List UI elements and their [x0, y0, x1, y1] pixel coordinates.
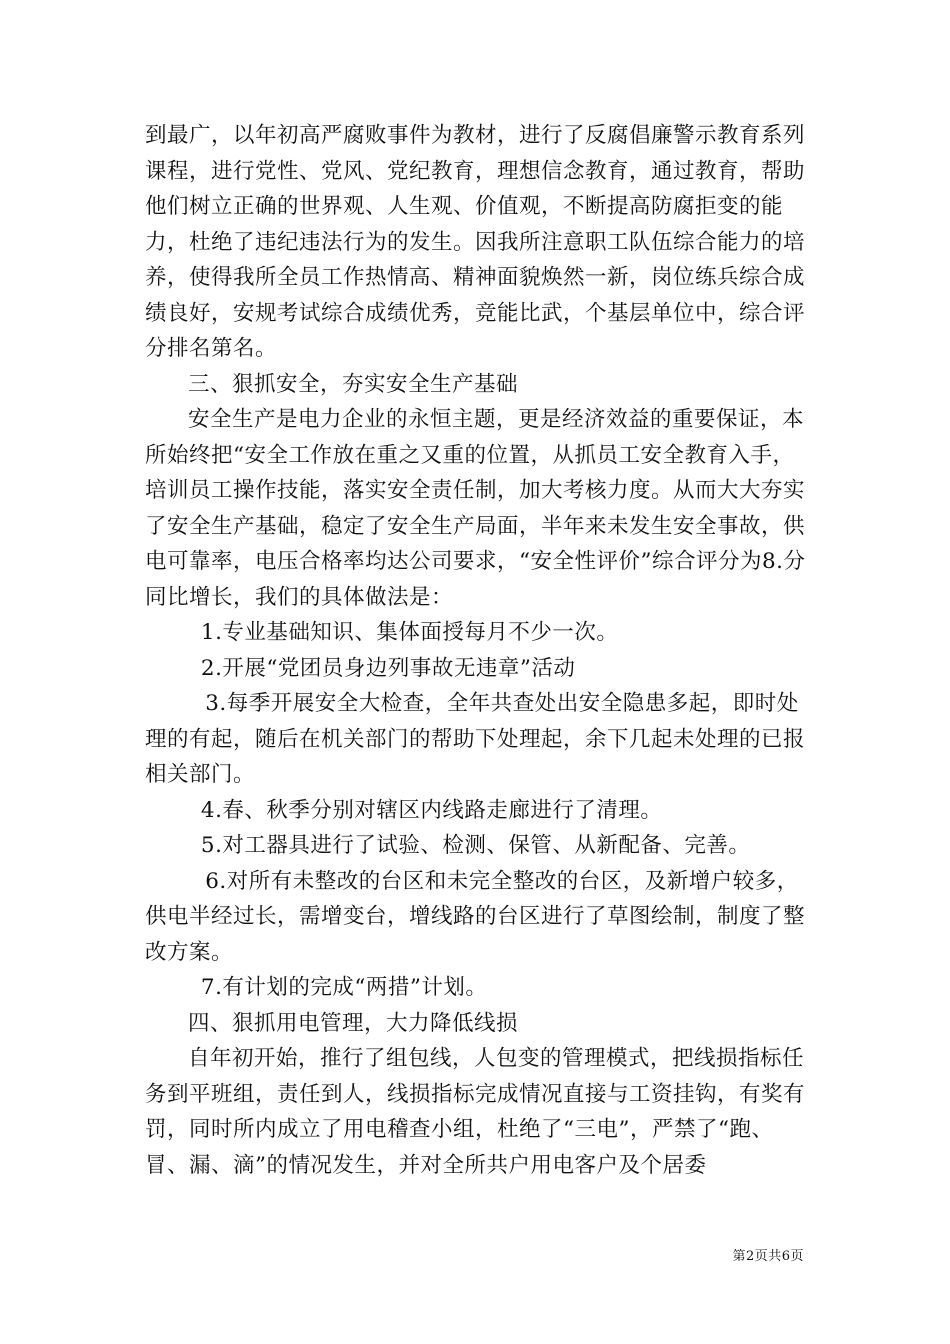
list-item-7: 7.有计划的完成“两措”计划。: [200, 975, 488, 1000]
paragraph-safety-intro: 安全生产是电力企业的永恒主题，更是经济效益的重要保证，本所始终把“安全工作放在重之又重的位置，从抓员工安全教育入手，培训员工操作技能，落实安全责任制，加大考核力度。从而大大夯实了安全生产基础，稳定了安全生产局面，半年来未发生安全事故，供电可靠率，电压合格率均达公司要求，“安全性评价”综合评分为8.分同比增长，我们的具体做法是：: [145, 407, 806, 610]
section-heading-4: 四、狠抓用电管理，大力降低线损: [188, 1010, 519, 1036]
list-item-3: 3.每季开展安全大检查，全年共查处出安全隐患多起，即时处理的有起，随后在机关部门的帮助下处理起，余下几起未处理的已报相关部门。: [145, 691, 806, 787]
paragraph-continuation: 到最广，以年初高严腐败事件为教材，进行了反腐倡廉警示教育系列课程，进行党性、党风、党纪教育，理想信念教育，通过教育，帮助他们树立正确的世界观、人生观、价值观，不断提高防腐拒变的能力，杜绝了违纪违法行为的发生。因我所注意职工队伍综合能力的培养，使得我所全员工作热情高、精神面貌焕然一新，岗位练兵综合成绩良好，安规考试综合成绩优秀，竞能比武，个基层单位中，综合评分排名第名。: [145, 123, 806, 361]
list-item-6: 6.对所有未整改的台区和未完全整改的台区，及新增户较多，供电半经过长，需增变台，增线路的台区进行了草图绘制，制度了整改方案。: [145, 868, 806, 965]
list-item-2: 2.开展“党团员身边列事故无违章”活动: [200, 655, 576, 681]
document-body: [145, 118, 815, 1183]
list-item-1: 1.专业基础知识、集体面授每月不少一次。: [200, 620, 619, 645]
section-heading-3: 三、狠抓安全，夯实安全生产基础: [188, 371, 519, 397]
list-item-4: 4.春、秋季分别对辖区内线路走廊进行了清理。: [200, 797, 663, 823]
paragraph-power-management: 自年初开始，推行了组包线，人包变的管理模式，把线损指标任务到平班组，责任到人，线损指标完成情况直接与工资挂钩，有奖有罚，同时所内成立了用电稽查小组，杜绝了“三电”，严禁了“跑、冒、漏、滴”的情况发生，并对全所共户用电客户及个居委: [145, 1046, 806, 1178]
page-number-footer: 第2页共6页: [732, 1249, 804, 1264]
list-item-5: 5.对工器具进行了试验、检测、保管、从新配备、完善。: [200, 833, 751, 858]
